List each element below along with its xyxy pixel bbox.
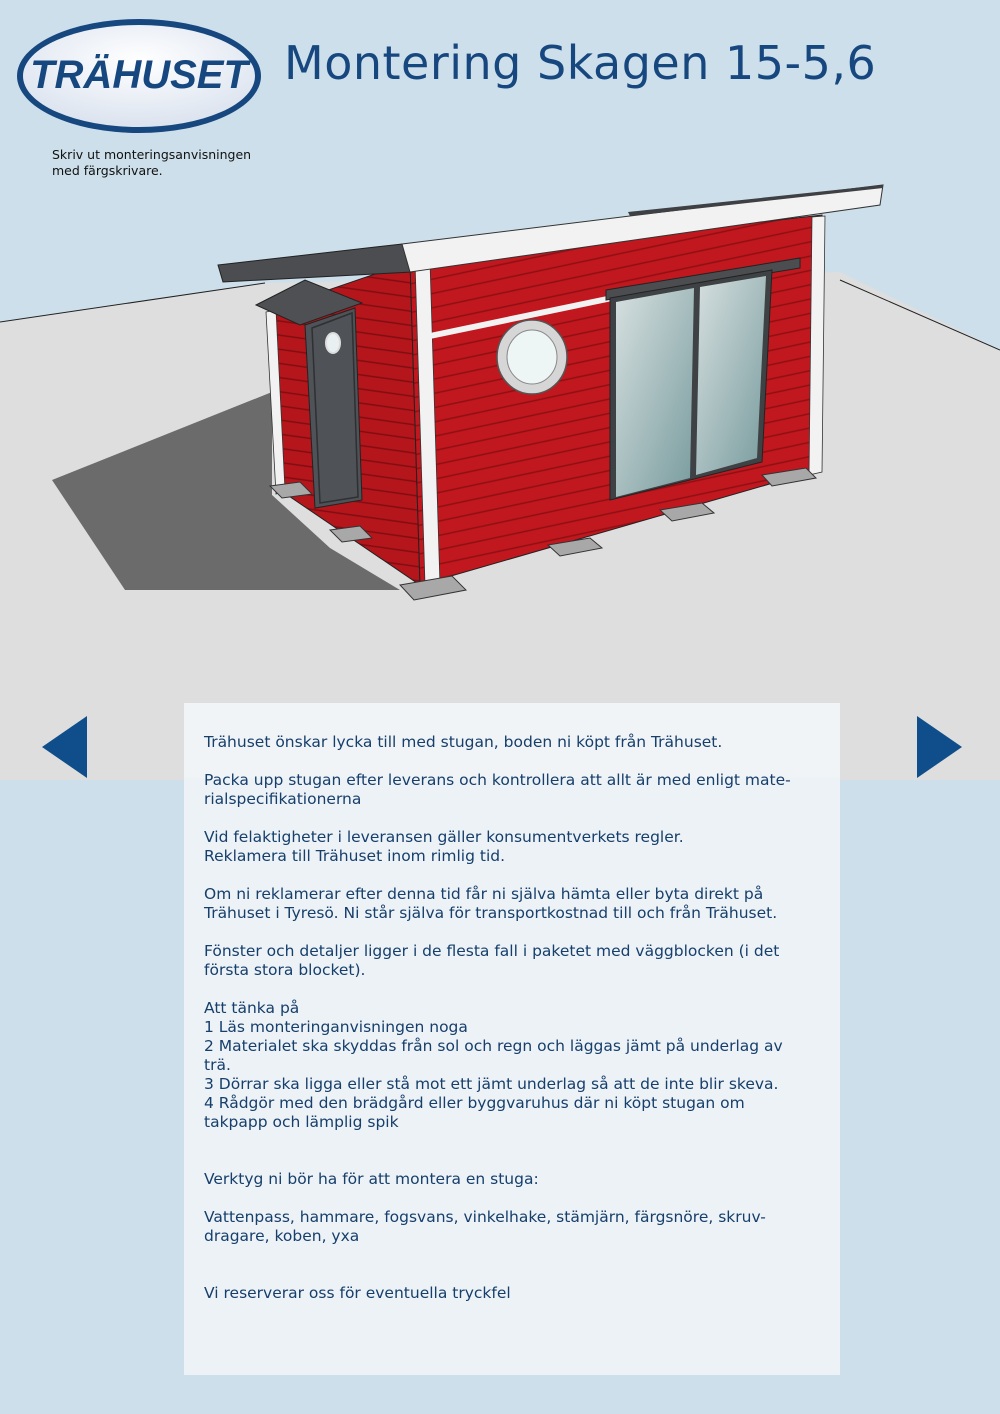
print-note-line: med färgskrivare. [52,163,163,178]
text-line: Vattenpass, hammare, fogsvans, vinkelhake, stämjärn, färgsnöre, skruv- [204,1208,766,1226]
checklist-item: 2 Materialet ska skyddas från sol och regn och läggas jämt på underlag av [204,1037,783,1055]
unpack-paragraph [204,771,814,809]
tools-heading [204,1170,814,1189]
door-porthole [326,333,340,353]
previous-page-button[interactable] [40,714,88,780]
page-title: Montering Skagen 15-5,6 [284,36,877,90]
print-note [52,147,292,179]
text-line: Trähuset önskar lycka till med stugan, boden ni köpt från Trähuset. [204,733,723,751]
corner-trim [809,216,825,475]
triangle-left-icon [40,714,88,780]
intro-paragraph [204,733,814,752]
text-line: Vi reserverar oss för eventuella tryckfel [204,1284,511,1302]
text-line: Om ni reklamerar efter denna tid får ni själva hämta eller byta direkt på [204,885,764,903]
cabin-illustration [0,180,1000,610]
text-line: Vid felaktigheter i leveransen gäller konsumentverkets regler. [204,828,684,846]
text-line: Trähuset i Tyresö. Ni står själva för transportkostnad till och från Trähuset. [204,904,778,922]
windows-paragraph [204,942,814,980]
brand-logo [14,16,264,136]
text-line: första stora blocket). [204,961,366,979]
text-line: rialspecifikationerna [204,790,362,808]
checklist-title: Att tänka på [204,999,300,1017]
instructions-panel [184,703,840,1375]
triangle-right-icon [916,714,964,780]
glass-panel [616,288,694,497]
checklist-item: takpapp och lämplig spik [204,1113,399,1131]
text-line: dragare, koben, yxa [204,1227,360,1245]
checklist-item: 1 Läs monteringanvisningen noga [204,1018,468,1036]
checklist [204,999,814,1132]
text-line: Fönster och detaljer ligger i de flesta fall i paketet med väggblocken (i det [204,942,780,960]
complaint-paragraph [204,885,814,923]
glass-panel [696,276,766,475]
text-line: Packa upp stugan efter leverans och kontrollera att allt är med enligt mate- [204,771,791,789]
text-line: Reklamera till Trähuset inom rimlig tid. [204,847,506,865]
disclaimer [204,1284,814,1303]
print-note-line: Skriv ut monteringsanvisningen [52,147,252,162]
checklist-item: 4 Rådgör med den brädgård eller byggvaruhus där ni köpt stugan om [204,1094,745,1112]
defects-paragraph [204,828,814,866]
tools-list [204,1208,814,1246]
text-line: Verktyg ni bör ha för att montera en stuga: [204,1170,539,1188]
next-page-button[interactable] [916,714,964,780]
checklist-item: 3 Dörrar ska ligga eller stå mot ett jämt underlag så att de inte blir skeva. [204,1075,779,1093]
svg-text:TRÄHUSET: TRÄHUSET [30,53,248,97]
checklist-item: trä. [204,1056,231,1074]
